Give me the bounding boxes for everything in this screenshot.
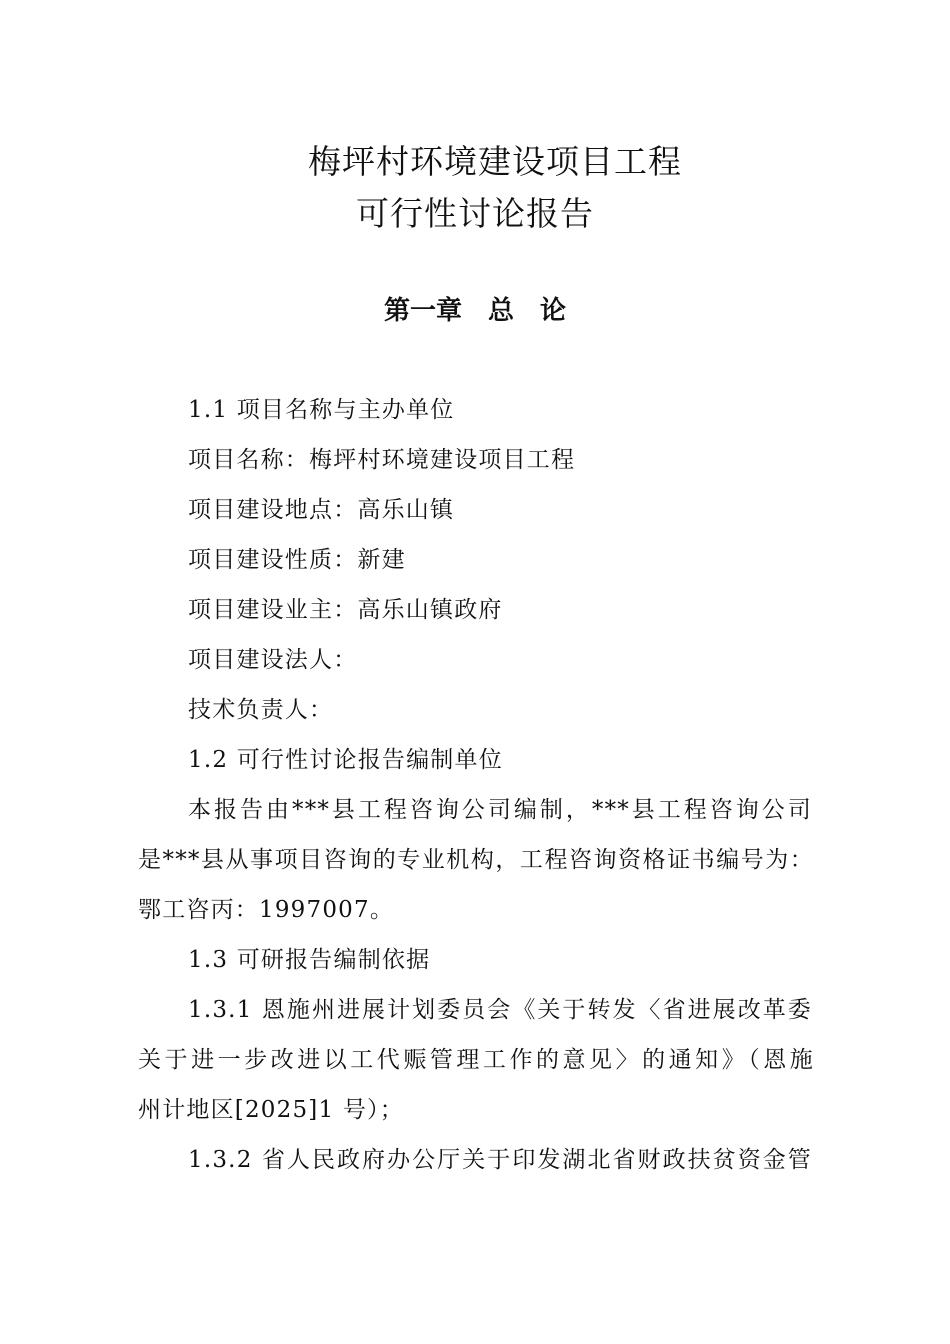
- chapter-heading-text: 第一章 总 论: [383, 296, 566, 326]
- section-heading-1-3: 1.3 可研报告编制依据: [188, 947, 431, 973]
- paragraph-line: 1.3.1 恩施州进展计划委员会《关于转发〈省进展改革委: [188, 997, 812, 1023]
- paragraph-line: 州计地区[2025]1 号）；: [138, 1097, 404, 1123]
- technical-lead-line: 技术负责人：: [188, 697, 334, 723]
- project-location-line: 项目建设地点：高乐山镇: [188, 497, 455, 523]
- paragraph-line: 1.3.2 省人民政府办公厅关于印发湖北省财政扶贫资金管: [188, 1147, 812, 1173]
- chapter-heading: [0, 293, 950, 329]
- project-nature-line: 项目建设性质：新建: [188, 547, 406, 573]
- document-title-line-1: 梅坪村环境建设项目工程: [308, 142, 682, 181]
- section-heading-1-1: 1.1 项目名称与主办单位: [188, 397, 455, 423]
- paragraph-line: 关于进一步改进以工代赈管理工作的意见〉的通知》（恩施: [138, 1047, 814, 1073]
- paragraph-line: 鄂工咨丙：1997007。: [138, 897, 395, 923]
- project-owner-line: 项目建设业主：高乐山镇政府: [188, 597, 503, 623]
- section-heading-1-2: 1.2 可行性讨论报告编制单位: [188, 747, 503, 773]
- project-name-line: 项目名称：梅坪村环境建设项目工程: [188, 447, 576, 473]
- document-title-line-2: 可行性讨论报告: [356, 194, 594, 233]
- paragraph-line: 本报告由***县工程咨询公司编制，***县工程咨询公司: [188, 797, 812, 823]
- paragraph-line: 是***县从事项目咨询的专业机构，工程咨询资格证书编号为：: [138, 847, 814, 873]
- project-legal-person-line: 项目建设法人：: [188, 647, 358, 673]
